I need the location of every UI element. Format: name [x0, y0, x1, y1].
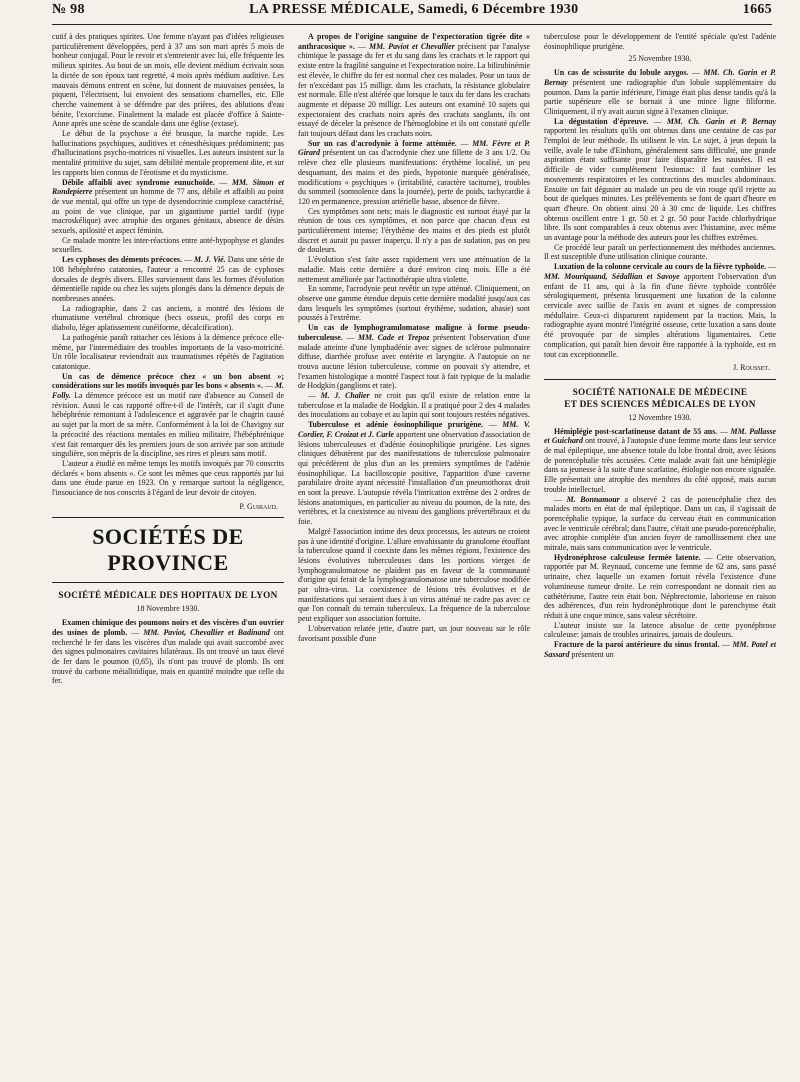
page-number: 1665 [742, 2, 772, 17]
column-left [52, 32, 284, 1072]
paragraph: Le début de la psychose a été brusque, la marche rapide. Les hallucinations psychiques, auditives et cénesthésiques prédominent; pas d'hallucinations psycho-motrices ni visuelles. Les auteurs insistent sur la mentalité primitive du sujet, sans débilité mentale proprement dite, et sur les rapports bien connus de l'érotisme et du mysticisme. [52, 129, 284, 177]
paragraph: En somme, l'acrodynie peut revêtir un type atténué. Cliniquement, on observe une gamme étendue depuis cette dernière modalité jusqu'aux cas dans lesquels les symptômes (surtout érythème, sudation, abasie) sont poussés à l'extrême. [298, 284, 530, 323]
society-heading-line: ET DES SCIENCES MÉDICALES DE LYON [564, 398, 756, 409]
article-title: La dégustation d'épreuve. [554, 116, 649, 126]
article-authors: MM. Pallasse et Guichard [544, 426, 776, 446]
article: Un cas de lymphogranulomatose maligne à forme pseudo-tuberculeuse. — MM. Cade et Trepoz présentent l'observation d'une malade atteinte d'une lymphadénie avec signes de sclérose pulmonaire diffuse, diarrhée profuse avec entérite et laryngite. A l'autopsie on ne trouva aucune lésion tuberculeuse, comme on pouvait s'y attendre, et l'examen histologique a montré l'aspect tout à fait typique de la maladie de Hodgkin (ganglions et rate). [298, 323, 530, 391]
article-authors: MM. Ch. Garin et P. Bernay [666, 116, 776, 126]
article-text: apportent une observation d'association de lésions tuberculeuses et d'adénie éosinophilique prurigène. Les signes cliniques débutèrent par des manifestations de tuberculose pulmonaire qui précédèrent de plus d'un an les premiers symptômes de l'adénie éosinophilique. La bacilloscopie positive, l'apparition d'une caverne parahilaire droite ayant nécessité l'installation d'un pneumothorax droit en sont la preuve. L'autopsie révéla l'intrication extrême des 2 ordres de lésions anatomiques, en particulier au niveau du poumon, de la rate, des vertèbres, et la coexistence au niveau des ganglions prévertébraux et du foie. [298, 429, 530, 527]
article-title: Fracture de la paroi antérieure du sinus frontal. [554, 640, 720, 650]
session-date: 18 Novembre 1930. [136, 604, 200, 614]
divider [544, 379, 776, 380]
article-title: Tuberculose et adénie éosinophilique prurigène. [308, 420, 484, 430]
paragraph: Malgré l'association intime des deux processus, les auteurs ne croient pas à une identité d'origine. L'allure envahissante du granulome étouffant la tuberculose quand il coexiste dans les mêmes régions, l'existence des lésions évolutives tuberculeuses dans les portions vierges de lymphogranulomatose ne plaident pas en faveur de la communauté d'origine qui ferait de la lymphogranulomatose une tuberculose modifiée par ultra-virus. La coexistence de lésions très évolutives et de manifestations qui seraient dues à un virus atténué ne cadre pas avec ce que l'on connaît du terrain tuberculeux. La fréquence de la tuberculose peut expliquer son association fortuite. [298, 526, 530, 624]
issue-number: № 98 [52, 2, 85, 17]
article-text: présentent un cas d'acrodynie chez une fillette de 3 ans 1/2. Ou relève chez elle plusieurs manifestations: érythème localisé, un peu desquamant, des mains et des pieds, hypotonie marquée généralisée, modifications « psychiques » (irritabilité, caractère taciturne), troubles du sommeil (somnolence dans la journée), perte de poids, tachycardie à 120 en permanence, pression artérielle basse, absence de fièvre. [298, 148, 530, 206]
article-title: Un cas de lymphogranulomatose maligne à forme pseudo-tuberculeuse. [298, 323, 530, 342]
article-title: Sur un cas d'acrodynie à forme atténuée. [308, 138, 457, 148]
article-authors: MM. V. Cordier, F. Croizat et J. Carle [298, 420, 530, 439]
article-authors: MM. Simon et Rondepierre [52, 177, 284, 197]
article-authors: MM. Cade et Trepoz [358, 332, 430, 342]
article: — M. J. Chalier ne croit pas qu'il existe de relation entre la tuberculose et la maladie de Hodgkin. Il a pratiqué pour 2 des 4 malades des inoculations au cobaye et au lapin qui sont toujours restées négatives. [298, 391, 530, 420]
divider [52, 517, 284, 518]
article-title: Un cas de démence précoce chez « un bon absent »; considérations sur les motifs invoqués par les bons « absents ». [52, 371, 284, 391]
article-authors: M. J. Chalier [320, 391, 370, 401]
article-authors: MM. Ch. Garin et P. Bernay [544, 68, 776, 87]
article-text: rapportent les résultats qu'ils ont obtenus dans une centaine de cas par l'emploi de leur méthode. Ils utilisent le vin. Le sujet, à jeun depuis la veille, avale le tube d'Einhorn, généralement sans difficulté, une grande aspiration étant suffisante pour faire disparaître les nausées. Il est difficile de vider complètement l'estomac: il faut combiner les mouvements respiratoires et les contractions des muscles abdominaux. Ensuite on fait déguster au malade un peu de vin rouge qu'il rejette au bout de quelques minutes. Les prélèvements se font de quart d'heure en quart d'heure. On obtient ainsi 20 à 30 cmc de liquide. Les chiffres obtenus oscillent entre 1 gr. 50 et 2 gr. 50 pour l'acide chlorhydrique libre. Ils sont comparables à ceux obtenus avec l'histamine, avec même un avantage pour la méthode des auteurs pour les chiffres extrêmes. [544, 126, 776, 243]
article-authors: MM. Paviot et Chevallier [369, 41, 455, 51]
paragraph: Ces symptômes sont nets; mais le diagnostic est surtout étayé par la réunion de tous ces symptômes, et non parce que chacun d'eux est particulièrement intense; l'érythème des mains et des pieds est plutôt discret et aurait pu passer inaperçu. Il n'y a pas de sudation, pas on peu de douleurs. [298, 206, 530, 255]
article-text: ont recherché le fer dans les viscères d'un malade qui avait succombé avec des signes pulmonaires cavitaires bilatéraux. Ils ont trouvé un taux élevé de fer dans le poumon (0,65), ils n'ont pas trouvé de plomb. Ils ont trouvé du carbone métalloïdique, mais en quantité moindre que celle du fer. [52, 627, 284, 686]
article-text: ne croit pas qu'il existe de relation entre la tuberculose et la maladie de Hodgkin. Il a pratiqué pour 2 des 4 malades des inoculations au cobaye et au lapin qui sont toujours restées négatives. [298, 391, 530, 420]
article-title: A propos de l'origine sanguine de l'expectoration tigrée dite « anthracosique ». [298, 32, 530, 51]
article: Examen chimique des poumons noirs et des viscères d'un ouvrier des usines de plomb. — MM. Paviot, Chevallier et Badinand ont recherché le fer dans les viscères d'un malade qui avait succombé avec des signes pulmonaires cavitaires bilatéraux. Ils ont trouvé un taux élevé de fer dans le poumon (0,65), ils n'ont pas trouvé de plomb. Ils ont trouvé du carbone métalloïdique, mais en quantité moindre que celle du fer. [52, 618, 284, 686]
article: Un cas de démence précoce chez « un bon absent »; considérations sur les motifs invoqués par les bons « absents ». — M. Folly. La démence précoce est un motif rare d'absence au Conseil de révision. Aussi le cas rapporté offre-t-il de l'intérêt, car il s'agit d'une hébéphrénie remontant à l'adolescence et aggravée par le chagrin causé au sujet par la mort de sa mère. Conformément à la loi de Chavigny sur la précocité des réactions mentales en milieu militaire, l'hébéphrénique s'est fait remarquer dès les premiers jours de son arrivée par son attitude singulière, son mépris de la discipline, ses rires et pleurs sans motif. [52, 371, 284, 459]
article-title: Luxation de la colonne cervicale au cours de la fièvre typhoïde. [554, 262, 767, 272]
article-authors: M. J. Vié. [194, 255, 226, 265]
article-text: présentent l'observation d'une malade atteinte d'une lymphadénie avec signes de sclérose pulmonaire diffuse, diarrhée profuse avec entérite et laryngite. A l'autopsie on ne trouva aucune lésion tuberculeuse, comme on pouvait s'y attendre, et l'examen histologique a montré l'aspect tout à fait typique de la maladie de Hodgkin (ganglions et rate). [298, 332, 530, 391]
article: La dégustation d'épreuve. — MM. Ch. Garin et P. Bernay rapportent les résultats qu'ils ont obtenus dans une centaine de cas par l'emploi de leur méthode. Ils utilisent le vin. Le sujet, à jeun depuis la veille, avale le tube d'Einhorn, généralement sans difficulté, une grande aspiration étant suffisante pour faire disparaître les nausées. Il est difficile de vider complètement l'estomac: il faut combiner les mouvements respiratoires et les contractions des muscles abdominaux. Ensuite on fait déguster au malade un peu de vin rouge qu'il rejette au bout de quelques minutes. Les prélèvements se font de quart d'heure en quart d'heure. On obtient ainsi 20 à 30 cmc de liquide. Les chiffres obtenus oscillent entre 1 gr. 50 et 2 gr. 50 pour l'acide chlorhydrique libre. Ils sont comparables à ceux obtenus avec l'histamine, avec même un avantage pour la méthode des auteurs pour les chiffres extrêmes. [544, 116, 776, 243]
paragraph: La radiographie, dans 2 cas anciens, a montré des lésions de rhumatisme vertébral chronique (becs osseux, profil des corps en diabolo, léger aplatissement cunéiforme, décalcification). [52, 303, 284, 333]
article: Débile affaibli avec syndrome eunuchoïde. — MM. Simon et Rondepierre présentent un homme de 77 ans, débile et affaibli au point de vue mental, qui offre un type de dysendocrinie complexe caractérisé, au point de vue clinique, par un gigantisme partiel tardif (type macroskélique) avec atrophie des organes génitaux, absence de désirs sexuels, apilosité et aspect féminin. [52, 177, 284, 236]
article: Un cas de scissurite du lobule azygos. — MM. Ch. Garin et P. Bernay présentent une radiographie d'un lobule supplémentaire du poumon. Dans la partie inférieure, l'image était plus dense tandis qu'à la partie supérieure elle se bornait à une mince ligne filiforme. Cliniquement, il n'y avait aucun signe à l'examen clinique. [544, 68, 776, 116]
journal-title: LA PRESSE MÉDICALE, Samedi, 6 Décembre 1930 [249, 2, 579, 17]
article-title: Hémiplégie post-scarlatineuse datant de 55 ans. [554, 426, 718, 436]
paragraph: tuberculose pour le développement de l'entité spéciale qu'est l'adénie éosinophilique prurigène. [544, 32, 776, 51]
society-heading [544, 386, 776, 410]
article-title: Les cyphoses des déments précoces. [62, 255, 182, 265]
article: Luxation de la colonne cervicale au cours de la fièvre typhoïde. — MM. Mouriquand, Sédallian et Savoye apportent l'observation d'un enfant de 11 ans, qui à la fin d'une fièvre typhoïde contrôlée sérologiquement, présenta brusquement une luxation de la colonne cervicale avec saillie de l'axis en avant et signes de compression médullaire. Ceux-ci disparurent rapidement par la traction. Mais, la radiographie ayant montré l'intégrité osseuse, cette luxation a sans doute été provoquée par de simples altérations ligamentaires. Cette complication, qui paraît bien devoir être rapportée à la typhoïde, est en tout cas exceptionnelle. [544, 262, 776, 359]
article-text: Cette observation, rapportée par M. Reynaud, concerne une femme de 62 ans, sans passé urinaire, chez laquelle un examen fortuit révéla l'existence d'une volumineuse tumeur droite. Le rein correspondant ne donnait rien au cathétérisme, l'autre rein était bon. Néphrectomie, laborieuse en raison des adhérences, d'un rein hydronéphrotique dont le parenchyme était réduit à une coque mince, sans valeur sécrétoire. [544, 552, 776, 620]
article-text: a observé 2 cas de porencéphalie chez des malades morts en état de mal épileptique. Dans un cas, il s'agissait de porencéphalie typique, la surface du cerveau était en communication avec le ventricule cérébral; dans l'autre, c'était une pseudo-porencéphalie, avec atrophie complète d'un ancien foyer de ramollissement chez une mitrale, mais sans communication avec le ventricule. [544, 494, 776, 553]
session-date: 12 Novembre 1930. [628, 412, 692, 422]
article-title: Débile affaibli avec syndrome eunuchoïde. [62, 177, 215, 187]
article-title: Un cas de scissurite du lobule azygos. [554, 68, 689, 78]
article: A propos de l'origine sanguine de l'expectoration tigrée dite « anthracosique ». — MM. Paviot et Chevallier précisent par l'analyse chimique le passage du fer et du sang dans les crachats et le rapport qui existe entre la fragilité sanguine et l'expectoration noire. La bilirubinémie est élevée, le chiffre du fer est normal chez ces malades. Pour un taux de fer n'excédant pas 15 milligr. dans les crachats, la résistance globulaire est normale. Elle n'est altérée que lorsque le taux du fer dans les crachats augmente et dépasse 20 milligr. Les auteurs ont examiné 10 sujets qui expectoraient des crachats noirs après des crachats sanglants, ils ont essayé de déceler la présence de l'hémoglobine et ils ont constaté qu'elle fait toujours défaut dans les crachats noirs. [298, 32, 530, 139]
paragraph: L'évolution s'est faite assez rapidement vers une atténuation de la maladie. Mais cette dernière a duré environ cinq mois. Elle a été nettement améliorée par l'actinothérapie ultra violette. [298, 255, 530, 284]
society-heading-line: SOCIÉTÉ NATIONALE DE MÉDECINE [572, 386, 748, 397]
column-middle [298, 32, 530, 1072]
article-title: Examen chimique des poumons noirs et des viscères d'un ouvrier des usines de plomb. [52, 618, 284, 637]
article-authors: M. Bonnamour [566, 494, 620, 504]
divider [52, 582, 284, 583]
article-authors: M. Folly. [52, 381, 284, 401]
article: Hémiplégie post-scarlatineuse datant de 55 ans. — MM. Pallasse et Guichard ont trouvé, à l'autopsie d'une femme morte dans leur service de mal épileptique, une absence totale du lobe frontal droit, avec lésions de porencéphalie très accusées. Cette malade avait fait une hémiplégie dans sa jeunesse à la suite d'une scarlatine, étiologie non encore signalée. Elle présentait une atrophie des membres du côté opposé, mais aucun trouble intellectuel. [544, 426, 776, 494]
article-authors: MM. Paviot, Chevallier et Badinand [143, 627, 270, 637]
article-authors: MM. Patel et Sassard [544, 640, 776, 659]
paragraph: cutif à des pratiques spirites. Une femme n'ayant pas d'idées religieuses particulièrement développées, perd à 37 ans son mari après 5 mois de bonheur conjugal. Pour le revoir et s'entretenir avec lui, elle fréquente les milieux spirites. Au bout de un mois, elle devient médium écrivain sous la dictée de son époux tant regretté, 4 mois après médium auditive. Les mauvais démons entrent en scène, lui donnent de mauvaises pensées, la piquent, l'électrisent, lui envoient des sensations charnelles, etc. Elle cherche vainement à se défendre par des prières, des ablutions d'eau bénite, l'exorcisme. Finalement la malade est placée d'office à Sainte-Anne après une scène de scandale dans une église (extase). [52, 32, 284, 129]
article-text: présentent un homme de 77 ans, débile et affaibli au point de vue mental, qui offre un type de dysendocrinie complexe caractérisé, au point de vue clinique, par un gigantisme partiel tardif (type macroskélique) avec atrophie des organes génitaux, absence de désirs sexuels, apilosité et aspect féminin. [52, 187, 284, 236]
column-right [544, 32, 776, 1072]
article-text: ont trouvé, à l'autopsie d'une femme morte dans leur service de mal épileptique, une absence totale du lobe frontal droit, avec lésions de porencéphalie très accusées. Cette malade avait fait une hémiplégie dans sa jeunesse à la suite d'une scarlatine, étiologie non encore signalée. Elle présentait une atrophie des membres du côté opposé, mais aucun trouble intellectuel. [544, 436, 776, 494]
article-authors: MM. Fèvre et P. Girard [298, 138, 530, 158]
signature: P. Guiraud. [239, 501, 278, 511]
article: Fracture de la paroi antérieure du sinus frontal. — MM. Patel et Sassard présentent un [544, 640, 776, 659]
article-text: précisent par l'analyse chimique le passage du fer et du sang dans les crachats et le rapport qui existe entre la fragilité sanguine et l'expectoration noire. La bilirubinémie est élevée, le chiffre du fer est normal chez ces malades. Pour un taux de fer n'excédant pas 15 milligr. dans les crachats, la résistance globulaire est normale. Elle n'est altérée que lorsque le taux du fer dans les crachats augmente et dépasse 20 milligr. Les auteurs ont examiné 10 sujets qui expectoraient des crachats noirs après des crachats sanglants, ils ont essayé de déceler la présence de l'hémoglobine et ils ont constaté qu'elle fait toujours défaut dans les crachats noirs. [298, 41, 530, 139]
article: Sur un cas d'acrodynie à forme atténuée. — MM. Fèvre et P. Girard présentent un cas d'acrodynie chez une fillette de 3 ans 1/2. Ou relève chez elle plusieurs manifestations: érythème localisé, un peu desquamant, des mains et des pieds, hypotonie marquée généralisée, modifications « psychiques » (irritabilité, caractère taciturne), troubles du sommeil (somnolence dans la journée), perte de poids, tachycardie à 120 en permanence, pression artérielle basse, absence de fièvre. [298, 138, 530, 206]
paragraph: L'auteur insiste sur la latence absolue de cette pyonéphrose calculeuse: jamais de troubles urinaires, jamais de douleurs. [544, 620, 776, 640]
page-header [52, 0, 772, 25]
article-authors: MM. Mouriquand, Sédallian et Savoye [544, 271, 680, 281]
section-heading: SOCIÉTÉS DE PROVINCE [92, 524, 244, 576]
article: Tuberculose et adénie éosinophilique prurigène. — MM. V. Cordier, F. Croizat et J. Carle apportent une observation d'association de lésions tuberculeuses et d'adénie éosinophilique prurigène. Les signes cliniques débutèrent par des manifestations de tuberculose pulmonaire qui précédèrent de plus d'un an les premiers symptômes de l'adénie éosinophilique. La bacilloscopie positive, l'apparition d'une caverne parahilaire droite ayant nécessité l'installation d'un pneumothorax droit en sont la preuve. L'autopsie révéla l'intrication extrême des 2 ordres de lésions anatomiques, en particulier au niveau du poumon, de la rate, des vertèbres, et la coexistence au niveau des ganglions prévertébraux et du foie. [298, 420, 530, 527]
article-text: Dans une série de 108 hébéphréno catatonies, l'auteur a rencontré 25 cas de cyphoses dorsales de degrés divers. Elles surviennent dans les formes d'évolution démentielle rapide ou chez les sujets plongés dans la démence depuis de nombreuses années. [52, 255, 284, 303]
signature: J. Rousset. [733, 363, 770, 373]
paragraph: L'observation relatée jette, d'autre part, un jour nouveau sur le rôle favorisant possible d'une [298, 623, 530, 643]
paragraph: La pathogénie paraît rattacher ces lésions à la démence précoce elle-même, par l'intermédiaire des troubles importants de la vaso-motricité. Un rôle localisateur reviendrait aux traumatismes répétés de l'agitation catatonique. [52, 332, 284, 371]
session-date: 25 Novembre 1930. [628, 54, 692, 64]
article: Les cyphoses des déments précoces. — M. J. Vié. Dans une série de 108 hébéphréno catatonies, l'auteur a rencontré 25 cas de cyphoses dorsales de degrés divers. Elles surviennent dans les formes d'évolution démentielle rapide ou chez les sujets plongés dans la démence depuis de nombreuses années. [52, 255, 284, 303]
article-text: présentent un [569, 649, 614, 659]
society-heading: SOCIÉTÉ MÉDICALE DES HOPITAUX DE LYON [58, 590, 278, 601]
paragraph: L'auteur a étudié en même temps les motifs invoqués par 70 conscrits déclarés « bons absents ». Ce sont les mêmes que ceux rapportés par lui dans une étude parue en 1923. On y remarque surtout la négligence, l'insouciance de nos conscrits à l'égard de leur devoir de citoyen. [52, 458, 284, 498]
article-text: apportent l'observation d'un enfant de 11 ans, qui à la fin d'une fièvre typhoïde contrôlée sérologiquement, présenta brusquement une luxation de la colonne cervicale avec saillie de l'axis en avant et signes de compression médullaire. Ceux-ci disparurent rapidement par la traction. Mais, la radiographie ayant montré l'intégrité osseuse, cette luxation a sans doute été provoquée par de simples altérations ligamentaires. Cette complication, qui paraît bien devoir être rapportée à la typhoïde, est en tout cas exceptionnelle. [544, 271, 776, 359]
article-title: Hydronéphrose calculeuse fermée latente. [554, 552, 701, 562]
article-text: présentent une radiographie d'un lobule supplémentaire du poumon. Dans la partie inférieure, l'image était plus dense tandis qu'à la partie supérieure elle se bornait à une mince ligne filiforme. Cliniquement, il n'y avait aucun signe à l'examen clinique. [544, 77, 776, 116]
article: — M. Bonnamour a observé 2 cas de porencéphalie chez des malades morts en état de mal épileptique. Dans un cas, il s'agissait de porencéphalie typique, la surface du cerveau était en communication avec le ventricule cérébral; dans l'autre, c'était une pseudo-porencéphalie, avec atrophie complète d'un ancien foyer de ramollissement chez une mitrale, mais sans communication avec le ventricule. [544, 494, 776, 553]
article-text: La démence précoce est un motif rare d'absence au Conseil de révision. Aussi le cas rapporté offre-t-il de l'intérêt, car il s'agit d'une hébéphrénie remontant à l'adolescence et aggravée par le chagrin causé au sujet par la mort de sa mère. Conformément à la loi de Chavigny sur la précocité des réactions mentales en milieu militaire, l'hébéphrénique s'est fait remarquer dès les premiers jours de son arrivée par son attitude singulière, son mépris de la discipline, ses rires et pleurs sans motif. [52, 391, 284, 459]
paragraph: Ce malade montre les inter-réactions entre anté-hypophyse et glandes sexuelles. [52, 235, 284, 255]
paragraph: Ce procédé leur paraît un perfectionnement des méthodes anciennes. Il est susceptible d'une utilisation clinique courante. [544, 242, 776, 262]
article: Hydronéphrose calculeuse fermée latente. — Cette observation, rapportée par M. Reynaud, concerne une femme de 62 ans, sans passé urinaire, chez laquelle un examen fortuit révéla l'existence d'une volumineuse tumeur droite. Le rein correspondant ne donnait rien au cathétérisme, l'autre rein était bon. Néphrectomie, laborieuse en raison des adhérences, d'un rein hydronéphrotique dont le parenchyme était réduit à une coque mince, sans valeur sécrétoire. [544, 552, 776, 620]
